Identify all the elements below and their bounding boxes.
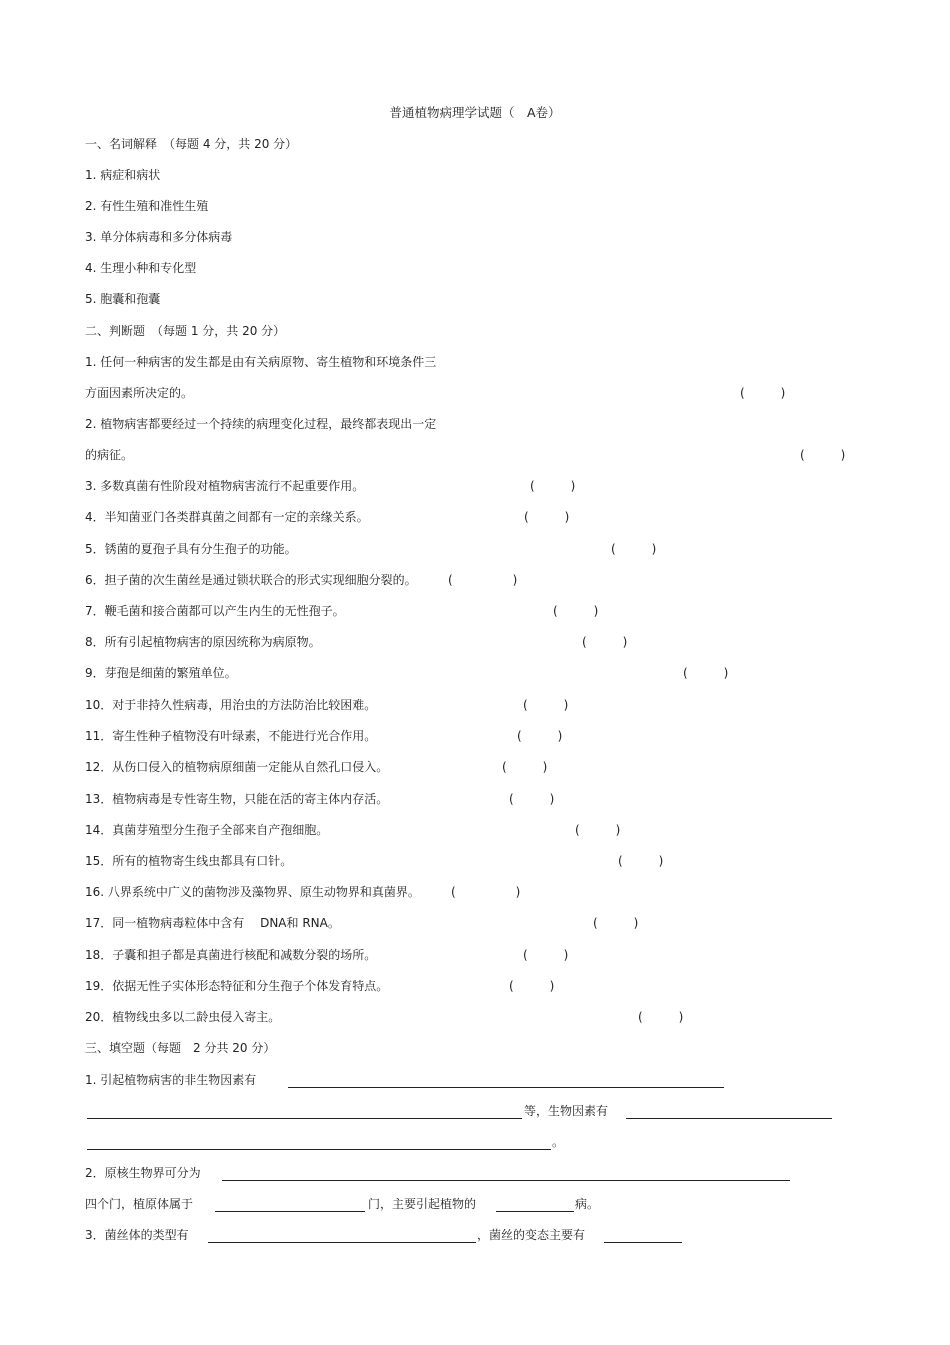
tf-item-text: 11．寄生性种子植物没有叶绿素，不能进行光合作用。 (85, 729, 377, 743)
answer-parentheses[interactable]: ( ) (530, 479, 576, 493)
answer-parentheses[interactable]: ( ) (575, 823, 621, 837)
answer-parentheses[interactable]: ( ) (618, 854, 664, 868)
answer-parentheses[interactable]: ( ) (523, 948, 569, 962)
tf-item-text: 4．半知菌亚门各类群真菌之间都有一定的亲缘关系。 (85, 510, 369, 524)
tf-item-text: 2. 植物病害都要经过一个持续的病理变化过程，最终都表现出一定 (85, 417, 437, 431)
tf-item-text: 7．鞭毛菌和接合菌都可以产生内生的无性孢子。 (85, 604, 345, 618)
definition-item: 1. 病症和病状 (85, 168, 161, 182)
fill-q1-mid: 等，生物因素有 (524, 1104, 609, 1118)
answer-parentheses[interactable]: ( ) (451, 885, 521, 899)
fill-q2-line2-b: 门，主要引起植物的 (368, 1197, 477, 1211)
fill-q1-text: 1. 引起植物病害的非生物因素有 (85, 1073, 257, 1087)
answer-parentheses[interactable]: ( ) (448, 573, 518, 587)
answer-parentheses[interactable]: ( ) (517, 729, 563, 743)
section-header-fill-blank: 三、填空题（每题 2 分共 20 分） (85, 1041, 276, 1055)
tf-item-text: 6．担子菌的次生菌丝是通过锁状联合的形式实现细胞分裂的。 (85, 573, 417, 587)
tf-item-text: 的病征。 (85, 448, 134, 462)
page-title: 普通植物病理学试题（ A卷） (389, 105, 561, 120)
answer-parentheses[interactable]: ( ) (524, 510, 570, 524)
answer-parentheses[interactable]: ( ) (523, 698, 569, 712)
tf-item-text: 15．所有的植物寄生线虫都具有口针。 (85, 854, 293, 868)
tf-item-text: 8．所有引起植物病害的原因统称为病原物。 (85, 635, 321, 649)
answer-blank-line[interactable] (87, 1149, 551, 1150)
answer-blank-line[interactable] (222, 1180, 790, 1181)
answer-parentheses[interactable]: ( ) (502, 760, 548, 774)
fill-q2-text: 2．原核生物界可分为 (85, 1166, 201, 1180)
section-header-definitions: 一、名词解释 （每题 4 分，共 20 分） (85, 137, 298, 151)
fill-q1-end: 。 (552, 1135, 565, 1149)
tf-item-text: 1. 任何一种病害的发生都是由有关病原物、寄生植物和环境条件三 (85, 355, 437, 369)
tf-item-text: 17．同一植物病毒粒体中含有 DNA和 RNA。 (85, 916, 340, 930)
answer-blank-line[interactable] (87, 1118, 522, 1119)
tf-item-text: 14．真菌芽殖型分生孢子全部来自产孢细胞。 (85, 823, 329, 837)
fill-q2-line2-c: 病。 (575, 1197, 600, 1211)
answer-parentheses[interactable]: ( ) (638, 1010, 684, 1024)
tf-item-text: 5．锈菌的夏孢子具有分生孢子的功能。 (85, 542, 297, 556)
answer-parentheses[interactable]: ( ) (740, 386, 786, 400)
answer-blank-line[interactable] (604, 1242, 682, 1243)
answer-blank-line[interactable] (626, 1118, 832, 1119)
tf-item-text: 12．从伤口侵入的植物病原细菌一定能从自然孔口侵入。 (85, 760, 389, 774)
tf-item-text: 18．子囊和担子都是真菌进行核配和减数分裂的场所。 (85, 948, 377, 962)
answer-parentheses[interactable]: ( ) (800, 448, 846, 462)
answer-parentheses[interactable]: ( ) (553, 604, 599, 618)
answer-blank-line[interactable] (215, 1211, 365, 1212)
tf-item-text: 方面因素所决定的。 (85, 386, 194, 400)
definition-item: 2. 有性生殖和准性生殖 (85, 199, 209, 213)
tf-item-text: 10．对于非持久性病毒，用治虫的方法防治比较困难。 (85, 698, 377, 712)
definition-item: 5. 胞囊和孢囊 (85, 292, 161, 306)
answer-parentheses[interactable]: ( ) (509, 792, 555, 806)
tf-item-text: 13．植物病毒是专性寄生物，只能在活的寄主体内存活。 (85, 792, 389, 806)
answer-parentheses[interactable]: ( ) (582, 635, 628, 649)
tf-item-text: 9．芽孢是细菌的繁殖单位。 (85, 666, 237, 680)
answer-parentheses[interactable]: ( ) (509, 979, 555, 993)
tf-item-text: 19．依据无性子实体形态特征和分生孢子个体发育特点。 (85, 979, 389, 993)
section-header-true-false: 二、判断题 （每题 1 分，共 20 分） (85, 324, 286, 338)
answer-blank-line[interactable] (496, 1211, 574, 1212)
tf-item-text: 16. 八界系统中广义的菌物涉及藻物界、原生动物界和真菌界。 (85, 885, 420, 899)
fill-q2-line2-a: 四个门，植原体属于 (85, 1197, 194, 1211)
tf-item-text: 3. 多数真菌有性阶段对植物病害流行不起重要作用。 (85, 479, 365, 493)
answer-blank-line[interactable] (208, 1242, 476, 1243)
answer-parentheses[interactable]: ( ) (593, 916, 639, 930)
answer-parentheses[interactable]: ( ) (683, 666, 729, 680)
answer-blank-line[interactable] (288, 1087, 724, 1088)
tf-item-text: 20．植物线虫多以二龄虫侵入寄主。 (85, 1010, 281, 1024)
fill-q3-mid: ，菌丝的变态主要有 (477, 1228, 586, 1242)
definition-item: 4. 生理小种和专化型 (85, 261, 197, 275)
answer-parentheses[interactable]: ( ) (611, 542, 657, 556)
definition-item: 3. 单分体病毒和多分体病毒 (85, 230, 233, 244)
fill-q3-text: 3．菌丝体的类型有 (85, 1228, 189, 1242)
